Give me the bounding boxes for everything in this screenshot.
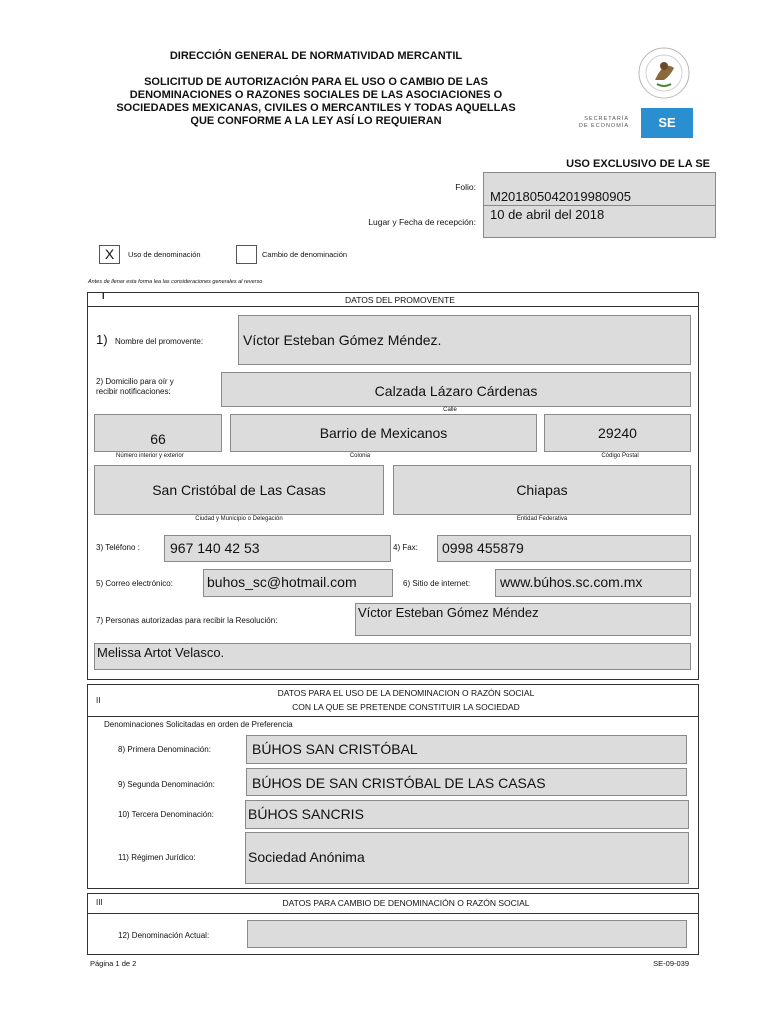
first-denomination-field[interactable]: BÚHOS SAN CRISTÓBAL	[246, 735, 687, 764]
number-field[interactable]: 66	[94, 414, 222, 452]
postal-code-field[interactable]: 29240	[544, 414, 691, 452]
email-field[interactable]: buhos_sc@hotmail.com	[203, 569, 393, 597]
section-3-number: III	[96, 898, 103, 907]
street-field[interactable]: Calzada Lázaro Cárdenas	[221, 372, 691, 407]
website-label: 6) Sitio de internet:	[403, 579, 471, 588]
denominations-subtitle: Denominaciones Solicitadas en orden de Preferencia	[104, 720, 293, 729]
city-field[interactable]: San Cristóbal de Las Casas	[94, 465, 384, 515]
use-denomination-label: Uso de denominación	[128, 250, 201, 259]
state-caption: Entidad Federativa	[516, 516, 568, 522]
name-number: 1)	[96, 332, 108, 347]
form-title-line: SOCIEDADES MEXICANAS, CIVILES O MERCANTILES Y TODAS AQUELLAS	[116, 102, 516, 114]
directorate-title: DIRECCIÓN GENERAL DE NORMATIVIDAD MERCANTIL	[169, 50, 463, 62]
use-denomination-checkbox[interactable]: X	[99, 245, 120, 264]
form-title	[86, 76, 546, 128]
change-denomination-checkbox[interactable]	[236, 245, 257, 264]
folio-value[interactable]: M201805042019980905	[490, 189, 631, 204]
street-caption: Calle	[443, 407, 457, 413]
authorized-label: 7) Personas autorizadas para recibir la Resolución:	[96, 616, 278, 625]
fax-label: 4) Fax:	[393, 543, 418, 552]
authorized-field-2[interactable]: Melissa Artot Velasco.	[94, 643, 691, 670]
current-denomination-label: 12) Denominación Actual:	[118, 931, 210, 940]
section-2-divider	[87, 716, 699, 717]
logo-text-line2: DE ECONOMÍA	[578, 123, 629, 129]
section-2-title-line: DATOS PARA EL USO DE LA DENOMINACION O RAZÓN SOCIAL	[277, 688, 535, 698]
change-denomination-label: Cambio de denominación	[262, 250, 348, 259]
form-title-line: QUE CONFORME A LA LEY ASÍ LO REQUIERAN	[190, 115, 442, 127]
postal-code-caption: Código Postal	[601, 453, 639, 459]
phone-field[interactable]: 967 140 42 53	[164, 535, 391, 562]
logo-text	[569, 116, 629, 130]
email-label: 5) Correo electrónico:	[96, 579, 173, 588]
section-2-number: II	[96, 696, 101, 705]
section-2-title	[206, 686, 606, 714]
address-label-line: 2) Domicilio para oír y	[96, 377, 174, 386]
section-1-number: I	[102, 291, 105, 301]
office-use-box	[483, 172, 716, 238]
phone-label: 3) Teléfono :	[96, 543, 140, 552]
form-code: SE-09-039	[653, 959, 689, 968]
se-logo	[563, 42, 699, 142]
first-denomination-label: 8) Primera Denominación:	[118, 745, 211, 754]
reception-value[interactable]: 10 de abril del 2018	[490, 207, 605, 222]
second-denomination-field[interactable]: BÚHOS DE SAN CRISTÓBAL DE LAS CASAS	[246, 768, 687, 796]
instructions-note: Antes de llenar esta forma lea las consideraciones generales al reverso	[88, 279, 263, 285]
address-label	[96, 377, 174, 397]
name-label: Nombre del promovente:	[115, 337, 204, 346]
office-use-title: USO EXCLUSIVO DE LA SE	[566, 158, 710, 170]
reception-label: Lugar y Fecha de recepción:	[368, 217, 476, 227]
form-title-line: SOLICITUD DE AUTORIZACIÓN PARA EL USO O CAMBIO DE LAS	[144, 76, 488, 88]
third-denomination-field[interactable]: BÚHOS SANCRIS	[245, 800, 689, 829]
second-denomination-label: 9) Segunda Denominación:	[118, 780, 215, 789]
third-denomination-label: 10) Tercera Denominación:	[118, 810, 214, 819]
folio-label: Folio:	[455, 182, 476, 192]
section-3-title: DATOS PARA CAMBIO DE DENOMINACIÓN O RAZÓN SOCIAL	[282, 898, 530, 908]
section-1-divider	[87, 306, 699, 307]
eagle-seal-icon	[637, 46, 691, 100]
page-number: Página 1 de 2	[90, 959, 137, 968]
office-divider	[484, 205, 715, 206]
name-field[interactable]: Víctor Esteban Gómez Méndez.	[238, 315, 691, 365]
form-title-line: DENOMINACIONES O RAZONES SOCIALES DE LAS ASOCIACIONES O	[129, 89, 503, 101]
number-caption: Número interior y exterior	[116, 453, 184, 459]
website-field[interactable]: www.búhos.sc.com.mx	[495, 569, 691, 597]
logo-text-line1: SECRETARÍA	[584, 116, 629, 122]
section-3-divider	[87, 913, 699, 914]
legal-regime-label: 11) Régimen Jurídico:	[118, 853, 196, 862]
colonia-caption: Colonia	[349, 453, 371, 459]
se-badge: SE	[641, 108, 693, 138]
section-1-title: DATOS DEL PROMOVENTE	[345, 295, 455, 305]
section-2-title-line: CON LA QUE SE PRETENDE CONSTITUIR LA SOCIEDAD	[292, 702, 520, 712]
authorized-field-1[interactable]: Víctor Esteban Gómez Méndez	[355, 603, 691, 636]
state-field[interactable]: Chiapas	[393, 465, 691, 515]
legal-regime-field[interactable]: Sociedad Anónima	[245, 832, 689, 884]
current-denomination-field[interactable]	[247, 920, 687, 948]
fax-field[interactable]: 0998 455879	[437, 535, 691, 562]
city-caption: Ciudad y Municipio o Delegación	[195, 516, 283, 522]
address-label-line: recibir notificaciones:	[96, 387, 171, 396]
colonia-field[interactable]: Barrio de Mexicanos	[230, 414, 537, 452]
